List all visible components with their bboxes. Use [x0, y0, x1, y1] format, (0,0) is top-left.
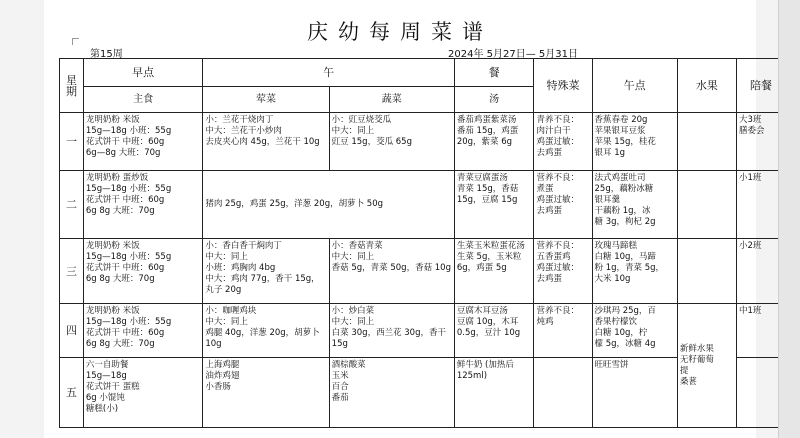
veg-cell: 小：炒白菜 中大：同上 白菜 30g，西兰花 30g，香干 15g	[329, 304, 454, 358]
scrollbar-divider	[778, 0, 779, 438]
special-cell: 青养不良： 肉汁白干 鸡蛋过敏： 去鸡蛋	[534, 113, 592, 171]
fruit-cell	[677, 113, 736, 171]
header-fruit: 水果	[677, 59, 736, 113]
meat-cell: 小：咖喱鸡块 中大：同上 鸡腿 40g，洋葱 20g，胡萝卜 10g	[203, 304, 329, 358]
veg-cell: 酒棕酸菜 玉米 百合 番茄	[329, 358, 454, 428]
afternoon-cell: 沙琪玛 25g，百 香果柠檬饮 白糖 10g，柠 檬 5g，冰糖 4g	[592, 304, 677, 358]
veg-cell: 小：香菇青菜 中大：同上 香菇 5g，青菜 50g，香菇 10g	[329, 239, 454, 304]
header-companion: 陪餐	[737, 59, 786, 113]
header-veg: 蔬菜	[329, 87, 454, 113]
afternoon-cell: 玫瑰马蹄糕 白糖 10g，马蹄 粉 1g，青菜 5g， 大米 10g	[592, 239, 677, 304]
meat-cell: 上海鸡腿 油炸鸡翅 小香肠	[203, 358, 329, 428]
breakfast-cell: 龙明奶粉 米饭 15g—18g 小班：55g 花式饼干 中班：60g 6g 8g 大班：70g	[83, 304, 202, 358]
companion-cell: 小2班	[737, 239, 786, 304]
fruit-cell	[677, 239, 736, 304]
header-meal: 餐	[454, 59, 534, 87]
date-range: 2024年 5月27日— 5月31日	[448, 49, 578, 60]
special-cell: 营养不良： 五香蛋鸡 鸡蛋过敏： 去鸡蛋	[534, 239, 592, 304]
soup-cell: 鲜牛奶 (加热后 125ml)	[454, 358, 534, 428]
header-special: 特殊菜	[534, 59, 592, 113]
breakfast-cell: 六一自助餐 15g—18g 花式饼干 蛋糕 6g 小馄饨 糖糕(小)	[83, 358, 202, 428]
afternoon-cell: 旺旺雪饼	[592, 358, 677, 428]
table-row	[60, 239, 786, 304]
companion-cell: 小1班	[737, 171, 786, 239]
breakfast-cell: 龙明奶粉 米饭 15g—18g 小班：55g 花式饼干 中班：60g 6g 8g 大班：70g	[83, 239, 202, 304]
day-label: 一	[60, 113, 84, 171]
menu-table	[59, 58, 786, 428]
special-cell: 营养不良： 炖鸡	[534, 304, 592, 358]
day-label: 三	[60, 239, 84, 304]
header-day: 星期	[60, 59, 84, 113]
day-label: 二	[60, 171, 84, 239]
afternoon-cell: 法式鸡蛋吐司 25g，藕粉冰糖 银耳羹 干藕粉 1g，冰 糖 3g，枸杞 2g	[592, 171, 677, 239]
soup-cell: 生菜玉米粒蛋花汤 生菜 5g，玉米粒 6g，鸡蛋 5g	[454, 239, 534, 304]
fruit-cell: 新鲜水果 无籽葡萄 提 桑葚	[677, 304, 736, 428]
special-cell	[534, 358, 592, 428]
day-label: 五	[60, 358, 84, 428]
special-cell: 营养不良： 煮蛋 鸡蛋过敏： 去鸡蛋	[534, 171, 592, 239]
page-title: 庆幼每周菜谱	[307, 20, 493, 44]
window-scrollbar[interactable]	[778, 0, 800, 438]
afternoon-cell: 香蕉春卷 20g 苹果银耳豆浆 苹果 15g，桂花 银耳 1g	[592, 113, 677, 171]
document-page	[44, 0, 772, 438]
header-breakfast: 早点	[83, 59, 202, 87]
soup-cell: 豆腐木耳豆汤 豆腐 10g，木耳 0.5g，豆汁 10g	[454, 304, 534, 358]
meat-cell: 小：兰花干烧肉丁 中大：兰花干小炒肉 去皮夹心肉 45g，兰花干 10g	[203, 113, 329, 171]
header-meat: 荤菜	[203, 87, 329, 113]
header-lunch: 午	[203, 59, 454, 87]
week-number: 第15周	[90, 49, 123, 60]
meat-cell: 小：香白香干焖肉丁 中大：同上 小班：鸡胸肉 4bg 中大：鸡肉 77g，香干 15g，丸子 20g	[203, 239, 329, 304]
day-label: 四	[60, 304, 84, 358]
header-soup: 汤	[454, 87, 534, 113]
table-row	[60, 113, 786, 171]
table-row	[60, 171, 786, 239]
breakfast-cell: 龙明奶粉 蛋炒饭 15g—18g 小班：55g 花式饼干 中班：60g 6g 8g 大班：70g	[83, 171, 202, 239]
breakfast-cell: 龙明奶粉 米饭 15g—18g 小班：55g 花式饼干 中班：60g 6g—8g 大班：70g	[83, 113, 202, 171]
lunch-merged-cell: 猪肉 25g，鸡蛋 25g，洋葱 20g，胡萝卜 50g	[203, 171, 454, 239]
companion-cell: 大3班 膳委会	[737, 113, 786, 171]
soup-cell: 青菜豆腐蛋汤 青菜 15g，香菇 15g，豆腐 15g	[454, 171, 534, 239]
soup-cell: 番茄鸡蛋紫菜汤 番茄 15g，鸡蛋 20g，紫菜 6g	[454, 113, 534, 171]
fruit-cell	[677, 171, 736, 239]
veg-cell: 小：豇豆烧茭瓜 中大：同上 豇豆 15g，茭瓜 65g	[329, 113, 454, 171]
header-staple: 主食	[83, 87, 202, 113]
companion-cell: 中1班	[737, 304, 786, 358]
table-row	[60, 304, 786, 358]
table-row	[60, 358, 786, 428]
header-afternoon: 午点	[592, 59, 677, 113]
